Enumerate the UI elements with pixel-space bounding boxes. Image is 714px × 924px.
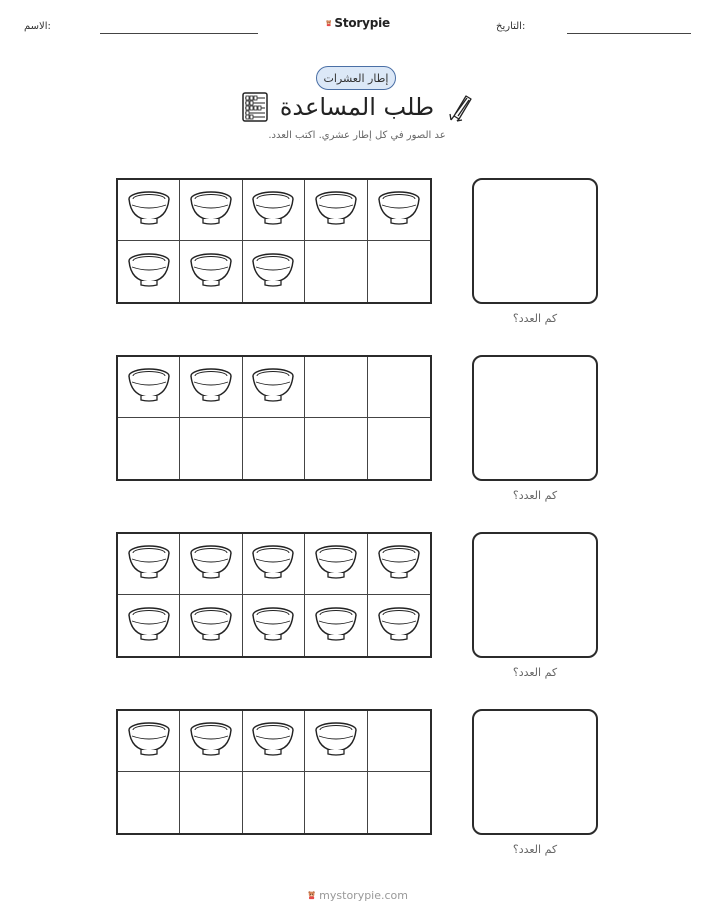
frame-cell xyxy=(368,595,430,656)
frame-cell xyxy=(305,241,367,302)
frame-cell xyxy=(305,772,367,833)
frame-cell xyxy=(243,711,305,772)
frame-cell xyxy=(368,711,430,772)
bowl-icon xyxy=(250,249,296,295)
date-label: التاريخ: xyxy=(496,21,526,32)
frame-cell xyxy=(243,180,305,241)
frame-cell xyxy=(305,534,367,595)
bowl-icon xyxy=(313,718,359,764)
bowl-icon xyxy=(188,603,234,649)
frame-cell xyxy=(305,418,367,479)
bowl-icon xyxy=(126,718,172,764)
bowl-icon xyxy=(126,364,172,410)
frame-cell xyxy=(180,180,242,241)
frame-cell xyxy=(368,534,430,595)
topic-badge: إطار العشرات xyxy=(316,66,396,90)
instructions: عد الصور في كل إطار عشري. اكتب العدد. xyxy=(268,130,446,141)
how-many-label: كم العدد؟ xyxy=(512,666,558,679)
frame-cell xyxy=(180,418,242,479)
bowl-icon xyxy=(188,718,234,764)
bowl-icon xyxy=(126,603,172,649)
frame-cell xyxy=(243,595,305,656)
bowl-icon xyxy=(250,541,296,587)
frame-cell xyxy=(243,534,305,595)
frame-cell xyxy=(368,357,430,418)
bowl-icon xyxy=(313,603,359,649)
footer-url[interactable]: mystorypie.com xyxy=(319,888,408,902)
frame-cell xyxy=(368,180,430,241)
ten-frame xyxy=(116,178,432,304)
frame-cell xyxy=(118,595,180,656)
frame-cell xyxy=(180,534,242,595)
bowl-icon xyxy=(376,541,422,587)
ten-frame xyxy=(116,532,432,658)
frame-cell xyxy=(368,772,430,833)
frame-cell xyxy=(305,180,367,241)
frame-cell xyxy=(243,418,305,479)
bowl-icon xyxy=(126,187,172,233)
frame-cell xyxy=(118,180,180,241)
frame-cell xyxy=(118,772,180,833)
page-title: طلب المساعدة xyxy=(279,93,435,121)
frame-cell xyxy=(305,595,367,656)
answer-box[interactable] xyxy=(472,532,598,658)
frame-cell xyxy=(118,711,180,772)
ten-frame xyxy=(116,709,432,835)
bowl-icon xyxy=(313,187,359,233)
answer-box[interactable] xyxy=(472,355,598,481)
name-label: الاسم: xyxy=(24,21,51,32)
frame-cell xyxy=(118,357,180,418)
frame-cell xyxy=(305,711,367,772)
bowl-icon xyxy=(250,603,296,649)
bowl-icon xyxy=(376,603,422,649)
bowl-icon xyxy=(188,249,234,295)
logo-text: Storypie xyxy=(334,16,390,30)
bowl-icon xyxy=(126,249,172,295)
bear-icon xyxy=(326,15,331,31)
bowl-icon xyxy=(313,541,359,587)
bowl-icon xyxy=(188,541,234,587)
answer-box[interactable] xyxy=(472,178,598,304)
abacus-icon xyxy=(242,92,268,122)
frame-cell xyxy=(118,418,180,479)
bowl-icon xyxy=(250,187,296,233)
answer-box[interactable] xyxy=(472,709,598,835)
bowl-icon xyxy=(188,187,234,233)
frame-cell xyxy=(368,241,430,302)
bowl-icon xyxy=(126,541,172,587)
frame-cell xyxy=(243,241,305,302)
frame-cell xyxy=(118,534,180,595)
bowl-icon xyxy=(250,364,296,410)
bowl-icon xyxy=(188,364,234,410)
frame-cell xyxy=(368,418,430,479)
frame-cell xyxy=(118,241,180,302)
storypie-logo xyxy=(326,13,390,33)
how-many-label: كم العدد؟ xyxy=(512,843,558,856)
bowl-icon xyxy=(376,187,422,233)
frame-cell xyxy=(180,711,242,772)
ten-frame xyxy=(116,355,432,481)
name-line[interactable] xyxy=(100,33,258,34)
frame-cell xyxy=(180,357,242,418)
frame-cell xyxy=(305,357,367,418)
frame-cell xyxy=(243,772,305,833)
frame-cell xyxy=(243,357,305,418)
how-many-label: كم العدد؟ xyxy=(512,312,558,325)
frame-cell xyxy=(180,595,242,656)
date-line[interactable] xyxy=(567,33,691,34)
footer xyxy=(308,885,408,905)
bowl-icon xyxy=(250,718,296,764)
bear-icon xyxy=(308,886,315,904)
how-many-label: كم العدد؟ xyxy=(512,489,558,502)
frame-cell xyxy=(180,241,242,302)
frame-cell xyxy=(180,772,242,833)
rolled-map-icon xyxy=(448,92,474,122)
